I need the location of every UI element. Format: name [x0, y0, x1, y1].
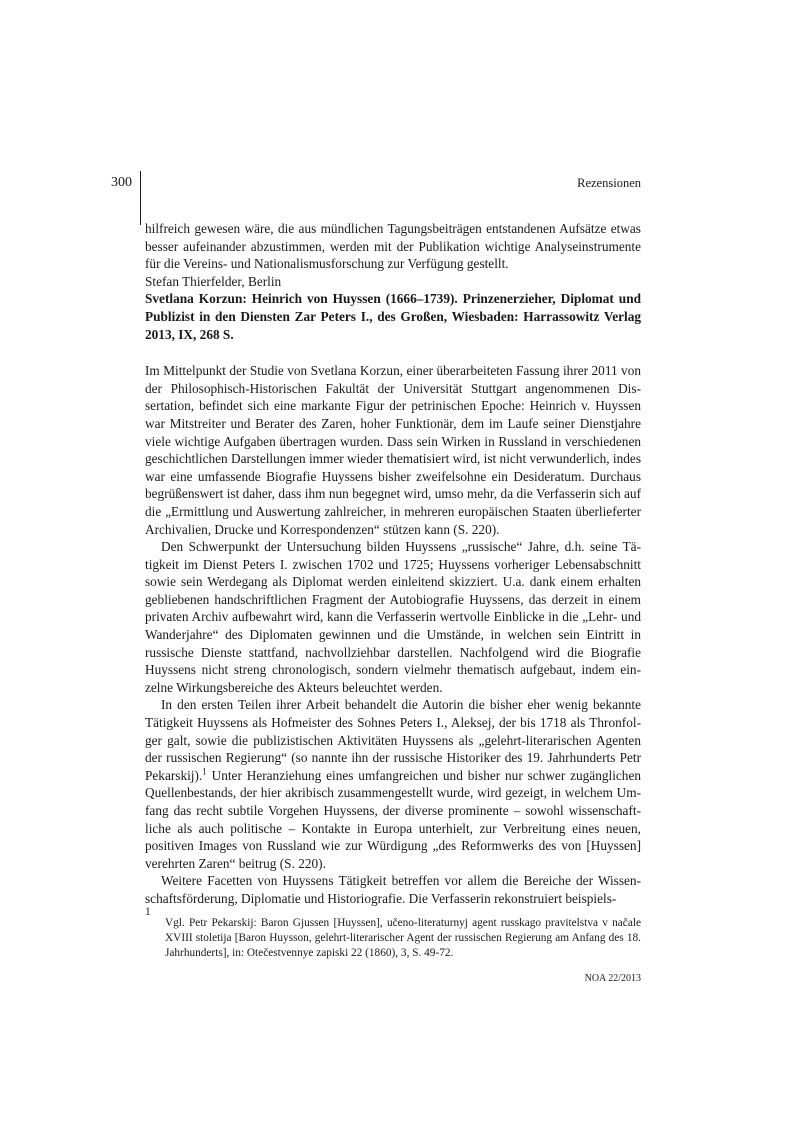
paragraph: Im Mittelpunkt der Studie von Svetlana Korzun, einer überarbeiteten Fassung ihrer 2011 von der Philosophisch-Historischen Fakultät der Universität Stuttgart angenommenen Dissertation, befindet sich eine markante Figur der petrinischen Epoche: Heinrich v. Huyssen war Mitstreiter und Berater des Zaren, hoher Funktionär, dem im Laufe seiner Dienstjahre viele wichtige Aufgaben übertragen wurden. Dass sein Wirken in Russland in verschiedenen geschichtlichen Darstellungen immer wieder thematisiert wird, ist nicht verwunderlich, indes war eine umfassende Biografie Huyssens bisher zweifelsohne ein Desideratum. Durchaus begrüßenswert ist daher, dass ihm nun begegnet wird, umso mehr, da die Verfasserin sich auf die „Ermittlung und Auswertung zahlreicher, in mehreren europäischen Staaten überlieferter Archivalien, Drucke und Korrespondenzen“ stützen kann (S. 220). — [145, 363, 641, 537]
review-body — [145, 362, 641, 907]
header-divider — [140, 171, 141, 225]
paragraph-text: In den ersten Teilen ihrer Arbeit behandelt die Autorin die bisher eher wenig bekannte Tätigkeit Huyssens als Hofmeister des Sohnes Peters I., Aleksej, der bis 1718 als Thronfolger galt, sowie die publizistischen Aktivitäten Huyssens als „gelehrt-literarischen Agenten der russischen Regierung“ (so nannte ihn der russische Historiker des 19. Jahrhunderts Petr Pekarskij). — [145, 697, 641, 783]
paragraph: Den Schwerpunkt der Untersuchung bilden Huyssens „russische“ Jahre, d.h. seine Tätigkeit im Dienst Peters I. zwischen 1702 und 1725; Huyssens vorheriger Lebensabschnitt sowie sein Werdegang als Diplomat werden einleitend skizziert. U.a. dank einem erhalten gebliebenen handschriftlichen Fragment der Autobiografie Huyssens, das derzeit in einem privaten Archiv aufbewahrt wird, kann die Verfasserin wertvolle Einblicke in die „Lehr- und Wanderjahre“ des Diplomaten gewinnen und die Umstände, in welchen sein Eintritt in russische Dienste stattfand, nachvollziehbar darstellen. Nachfolgend wird die Biografie Huyssens nicht streng chronologisch, sondern vielmehr thematisch aufgebaut, indem einzelne Wirkungsbereiche des Akteurs beleuchtet werden. — [145, 539, 641, 695]
journal-issue: NOA 22/2013 — [584, 973, 641, 984]
reviewer-signature: Stefan Thierfelder, Berlin — [145, 273, 282, 289]
page-content — [145, 220, 641, 908]
footnote-number: 1 — [145, 906, 151, 918]
page-number: 300 — [111, 175, 132, 190]
paragraph-with-footnote — [145, 696, 641, 872]
footnote-text: Vgl. Petr Pekarskij: Baron Gjussen [Huyssen], učeno-literaturnyj agent russkago pravitelstva v načale XVIII stoletija [Baron Huysson, gelehrt-literarischer Agent der russischen Regierung am Anfang des 18. Jahrhunderts], in: Otečestvennye zapiski 22 (1860), 3, S. 49-72. — [165, 917, 641, 960]
footnote-marker[interactable]: 1 — [202, 766, 207, 777]
previous-review-closing-text: hilfreich gewesen wäre, die aus mündlichen Tagungsbeiträgen entstandenen Aufsätze etwas besser aufeinander abzustimmen, werden mit der Publikation wichtige Analyseinstrumente für die Vereins- und Nationalismusforschung zur Verfügung gestellt. — [145, 221, 641, 272]
footnote — [145, 905, 641, 973]
running-head: Rezensionen — [577, 176, 641, 190]
paragraph: Weitere Facetten von Huyssens Tätigkeit betreffen vor allem die Bereiche der Wissenschaftsförderung, Diplomatie und Historiografie. Die Verfasserin rekonstruiert beispiels- — [145, 873, 641, 906]
paragraph-text: Unter Heranziehung eines umfangreichen und bisher nur schwer zugänglichen Quellenbestands, der hier akribisch zusammengestellt wurde, wird gezeigt, in welchem Umfang das recht subtile Vorgehen Huyssens, der diverse prominente – sowohl wissenschaftliche als auch politische – Kontakte in Europa unterhielt, zur Verbreitung eines neuen, positiven Images von Russland wie zur Würdigung „des Reformwerks des von [Huyssen] verehrten Zaren“ beitrug (S. 220). — [145, 767, 641, 871]
review-title: Svetlana Korzun: Heinrich von Huyssen (1666–1739). Prinzenerzieher, Diplomat und Publizist in den Diensten Zar Peters I., des Großen, Wiesbaden: Harrassowitz Verlag 2013, IX, 268 S. — [145, 291, 641, 342]
